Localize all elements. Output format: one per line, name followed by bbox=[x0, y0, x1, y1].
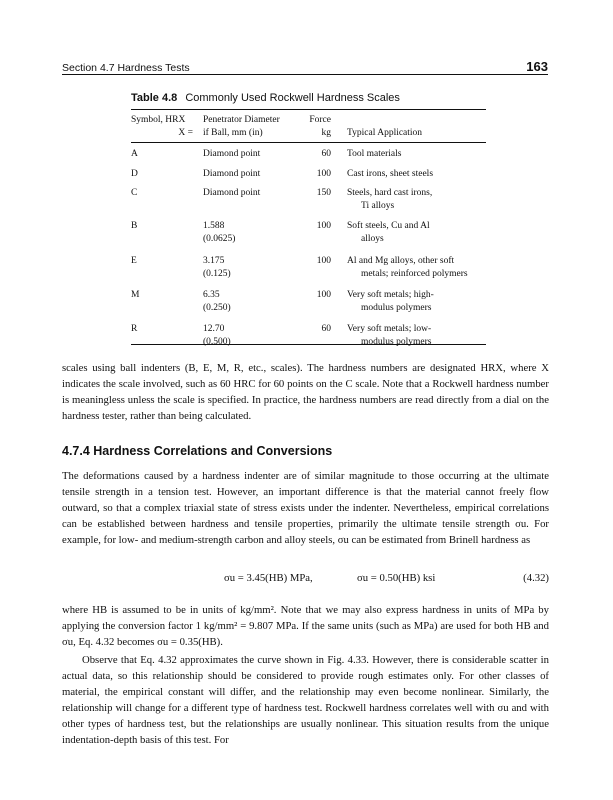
cell-application-line1: Tool materials bbox=[347, 149, 402, 159]
cell-penetrator-line1: 6.35 bbox=[203, 290, 220, 300]
cell-application bbox=[347, 220, 492, 246]
table-row bbox=[131, 323, 486, 353]
col-force-header-line1: Force bbox=[309, 115, 331, 125]
table-row bbox=[131, 289, 486, 323]
equation-4-32 bbox=[62, 572, 549, 588]
cell-force: 60 bbox=[321, 149, 331, 159]
col-symbol-header-line2: X = bbox=[178, 128, 193, 138]
cell-symbol: R bbox=[131, 324, 138, 334]
cell-penetrator-line1: Diamond point bbox=[203, 188, 261, 198]
col-symbol-header-line1: Symbol, HRX bbox=[131, 115, 186, 125]
cell-penetrator-line1: 12.70 bbox=[203, 324, 225, 334]
paragraph-correlations: The deformations caused by a hardness indenter are of similar magnitude to those occurring at the ultimate tensile strength in a tension test. However, an important difference is that the material cannot freely flow outward, so that a complex triaxial state of stress exists under the indenter. Nevertheless, empirical correlations can be established between hardness and tensile properties, primarily the ultimate tensile strength σu. For example, for low- and medium-strength carbon and alloy steels, σu can be estimated from Brinell hardness as bbox=[62, 470, 549, 546]
col-application-header-line2: Typical Application bbox=[347, 128, 423, 138]
cell-force: 100 bbox=[316, 169, 331, 179]
table-row bbox=[131, 255, 486, 289]
cell-application-line1: Very soft metals; high- bbox=[347, 290, 434, 300]
table-caption-text: Commonly Used Rockwell Hardness Scales bbox=[185, 92, 400, 104]
cell-application-line2: modulus polymers bbox=[361, 303, 432, 313]
col-force-header bbox=[291, 114, 331, 140]
header-rule bbox=[62, 74, 548, 75]
running-header bbox=[62, 59, 548, 74]
cell-application bbox=[347, 148, 492, 161]
cell-symbol: A bbox=[131, 149, 138, 159]
table-header bbox=[131, 114, 486, 140]
cell-application bbox=[347, 323, 492, 349]
cell-symbol: M bbox=[131, 290, 140, 300]
section-heading: 4.7.4 Hardness Correlations and Conversions bbox=[62, 444, 333, 458]
paragraph-scales: scales using ball indenters (B, E, M, R, etc., scales). The hardness numbers are designated HRX, where X indicates the scale involved, such as 60 HRC for 60 points on the C scale. Note that a Rockwell hardness number is meaningless unless the scale is specified. In practice, the hardness numbers are read directly from a dial on the hardness tester, rather than being calculated. bbox=[62, 362, 549, 422]
col-force-header-line2: kg bbox=[321, 128, 331, 138]
paragraph-scatter: Observe that Eq. 4.32 approximates the curve shown in Fig. 4.33. However, there is considerable scatter in actual data, so this relationship should be considered to provide rough estimates only. For other classes of material, the empirical constant will differ, and the relationship may even become nonlinear. Similarly, the relationship will change for a different type of hardness test. Rockwell hardness correlates well with σu and with other types of hardness test, but the relationships are usually nonlinear. This situation results from the unique indentation-depth basis of this test. For bbox=[62, 654, 549, 746]
table-header-rule bbox=[131, 142, 486, 143]
equation-mpa: σu = 3.45(HB) MPa, bbox=[224, 572, 313, 584]
cell-symbol: B bbox=[131, 221, 138, 231]
cell-application bbox=[347, 168, 492, 181]
cell-force: 60 bbox=[321, 324, 331, 334]
table-row bbox=[131, 168, 486, 187]
table-row bbox=[131, 220, 486, 255]
cell-force: 100 bbox=[316, 256, 331, 266]
cell-force: 100 bbox=[316, 221, 331, 231]
cell-application bbox=[347, 255, 492, 281]
cell-application-line1: Soft steels, Cu and Al bbox=[347, 221, 430, 231]
table-caption-label: Table 4.8 bbox=[131, 92, 178, 104]
cell-application-line2: Ti alloys bbox=[361, 201, 395, 211]
table-bottom-rule bbox=[131, 344, 486, 345]
col-penetrator-header-line2: if Ball, mm (in) bbox=[203, 128, 263, 138]
cell-application-line2: modulus polymers bbox=[361, 337, 432, 347]
section-label: Section 4.7 Hardness Tests bbox=[62, 62, 190, 74]
col-penetrator-header-line1: Penetrator Diameter bbox=[203, 115, 280, 125]
table-body bbox=[131, 148, 486, 353]
cell-application bbox=[347, 289, 492, 315]
cell-penetrator-line2: (0.500) bbox=[203, 337, 231, 347]
col-application-header bbox=[347, 114, 492, 140]
cell-symbol: D bbox=[131, 169, 138, 179]
cell-symbol: E bbox=[131, 256, 137, 266]
cell-application-line1: Steels, hard cast irons, bbox=[347, 188, 433, 198]
cell-force: 150 bbox=[316, 188, 331, 198]
cell-penetrator-line1: 1.588 bbox=[203, 221, 225, 231]
cell-force: 100 bbox=[316, 290, 331, 300]
cell-symbol: C bbox=[131, 188, 138, 198]
cell-application-line2: alloys bbox=[361, 234, 384, 244]
cell-application bbox=[347, 187, 492, 213]
cell-application-line1: Al and Mg alloys, other soft bbox=[347, 256, 455, 266]
paragraph-units: where HB is assumed to be in units of kg/mm². Note that we may also express hardness in units of MPa by applying the conversion factor 1 kg/mm² = 9.807 MPa. If the same units (such as MPa) are used for both HB and σu, Eq. 4.32 becomes σu = 0.35(HB). bbox=[62, 604, 549, 648]
cell-penetrator-line1: 3.175 bbox=[203, 256, 225, 266]
cell-penetrator-line2: (0.125) bbox=[203, 269, 231, 279]
table-top-rule bbox=[131, 109, 486, 110]
table-header-row bbox=[131, 114, 486, 140]
table-row bbox=[131, 148, 486, 168]
cell-application-line1: Cast irons, sheet steels bbox=[347, 169, 434, 179]
table-caption bbox=[131, 92, 400, 104]
cell-penetrator-line1: Diamond point bbox=[203, 149, 261, 159]
cell-penetrator-line2: (0.250) bbox=[203, 303, 231, 313]
page-number: 163 bbox=[526, 59, 548, 74]
cell-application-line2: metals; reinforced polymers bbox=[361, 269, 468, 279]
cell-penetrator-line1: Diamond point bbox=[203, 169, 261, 179]
col-symbol-header bbox=[131, 114, 193, 140]
cell-penetrator-line2: (0.0625) bbox=[203, 234, 236, 244]
equation-ksi: σu = 0.50(HB) ksi bbox=[357, 572, 436, 584]
table-row bbox=[131, 187, 486, 220]
equation-number: (4.32) bbox=[523, 572, 549, 584]
cell-application-line1: Very soft metals; low- bbox=[347, 324, 432, 334]
